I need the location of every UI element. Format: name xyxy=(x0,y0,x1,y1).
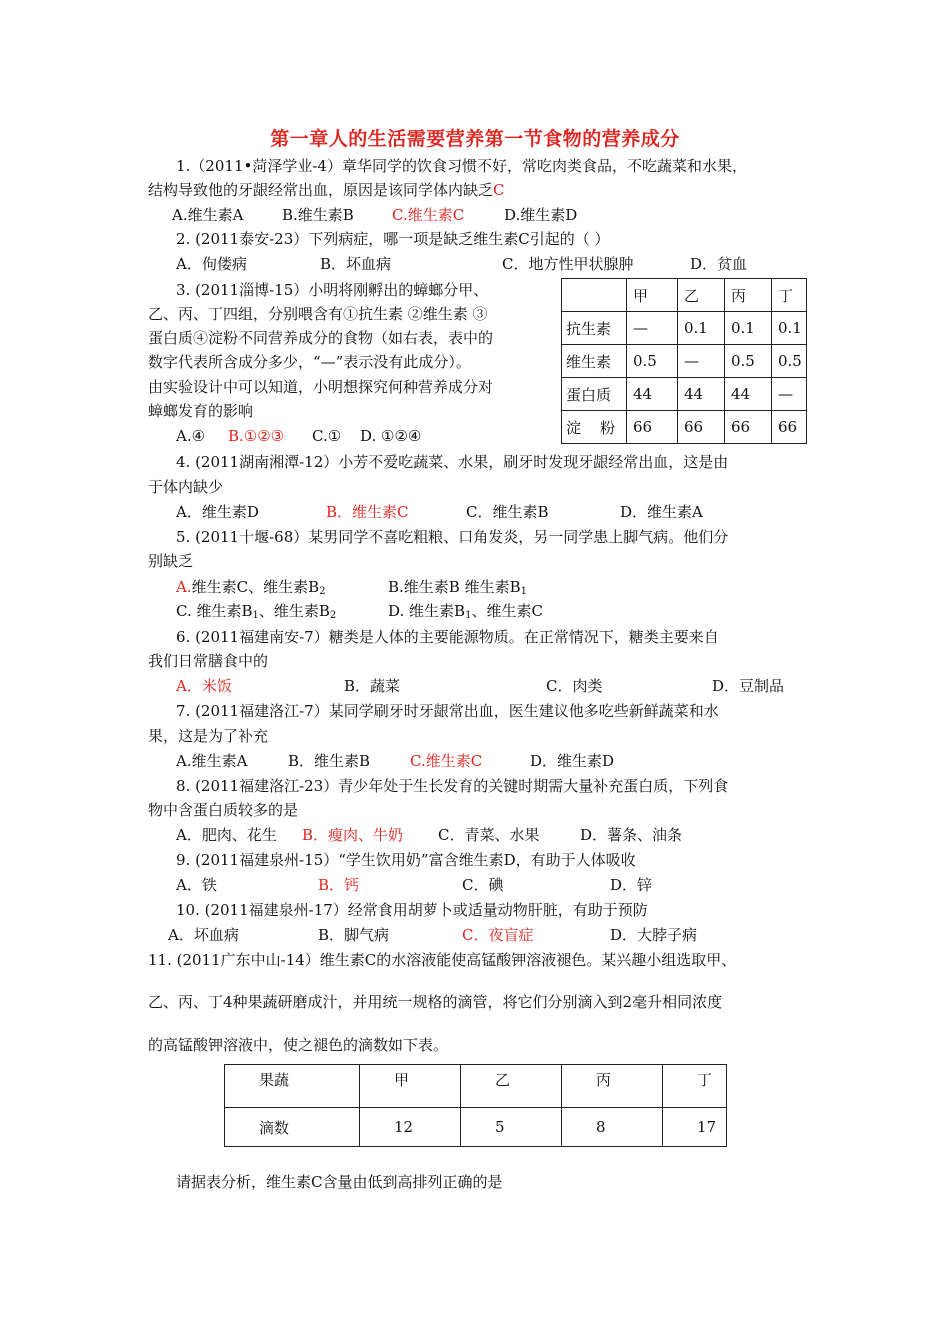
table-cell xyxy=(562,279,627,312)
q5-option-c-sub1: 1 xyxy=(252,610,259,621)
q5-option-a-label: A. xyxy=(176,578,192,596)
q5-option-c-sub2: 2 xyxy=(329,610,337,621)
q6-option-d: D．豆制品 xyxy=(712,677,785,695)
table-cell: 丁 xyxy=(663,1065,727,1108)
table-cell: 44 xyxy=(725,378,772,411)
q5-option-c-text2: 、维生素B xyxy=(258,602,330,620)
q4-option-b: B．维生素C xyxy=(326,503,409,521)
q3-option-a: A.④ xyxy=(176,427,206,445)
q7-line2: 果，这是为了补充 xyxy=(148,727,269,745)
drops-table xyxy=(224,1064,727,1147)
q3-line5: 由实验设计中可以知道，小明想探究何种营养成分对 xyxy=(148,378,494,396)
q7-option-c: C.维生素C xyxy=(410,752,483,770)
table-cell: 17 xyxy=(663,1108,727,1147)
table-cell: 0.5 xyxy=(772,345,807,378)
table-cell: 66 xyxy=(678,411,725,444)
q2-option-c: C．地方性甲状腺肿 xyxy=(502,255,634,273)
q6-line1: 6. (2011福建南安-7）糖类是人体的主要能源物质。在正常情况下，糖类主要来自 xyxy=(176,628,719,646)
table-cell: 0.1 xyxy=(725,312,772,345)
table-cell: 0.5 xyxy=(627,345,678,378)
q4-option-d: D．维生素A xyxy=(620,503,703,521)
q4-option-c: C．维生素B xyxy=(466,503,549,521)
q7-option-d: D．维生素D xyxy=(530,752,615,770)
q5-option-a xyxy=(176,577,326,602)
q11-line1: 11. (2011广东中山-14）维生素C的水溶液能使高锰酸钾溶液褪色。某兴趣小组选取甲、 xyxy=(148,951,737,969)
table-cell: 5 xyxy=(461,1108,562,1147)
table-row xyxy=(562,312,807,345)
q7-option-b: B．维生素B xyxy=(288,752,371,770)
table-cell: 丙 xyxy=(562,1065,663,1108)
table-cell: 0.1 xyxy=(772,312,807,345)
table-cell: — xyxy=(678,345,725,378)
table-header-row xyxy=(562,279,807,312)
q2-line1: 2. (2011泰安-23）下列病症，哪一项是缺乏维生素C引起的（ ） xyxy=(176,230,610,248)
table-cell: 乙 xyxy=(461,1065,562,1108)
q3-option-b: B.①②③ xyxy=(228,427,285,445)
q3-line3: 蛋白质④淀粉不同营养成分的食物（如右表，表中的 xyxy=(148,329,494,347)
table-cell: 66 xyxy=(627,411,678,444)
q1-answer: C xyxy=(493,181,505,199)
q9-option-b: B．钙 xyxy=(318,876,360,894)
table-cell: 果蔬 xyxy=(225,1065,360,1108)
q7-line1: 7. (2011福建洛江-7）某同学刷牙时牙龈常出血，医生建议他多吃些新鲜蔬菜和水 xyxy=(176,702,719,720)
q7-option-a: A.维生素A xyxy=(176,752,248,770)
q8-line1: 8. (2011福建洛江-23）青少年处于生长发育的关键时期需大量补充蛋白质，下列食 xyxy=(176,777,729,795)
q3-line6: 蟑螂发育的影响 xyxy=(148,402,254,420)
table-cell: 0.5 xyxy=(725,345,772,378)
table-cell: 乙 xyxy=(678,279,725,312)
q2-option-d: D．贫血 xyxy=(690,255,748,273)
q6-option-c: C．肉类 xyxy=(546,677,603,695)
q5-option-d-text1: D. 维生素B xyxy=(388,602,466,620)
q5-option-a-text: 维生素C、维生素B xyxy=(191,578,320,596)
nutrition-table xyxy=(561,278,807,444)
q11-footer: 请据表分析，维生素C含量由低到高排列正确的是 xyxy=(176,1173,503,1191)
q4-option-a: A．维生素D xyxy=(176,503,259,521)
q1-line2 xyxy=(148,180,505,200)
table-cell: 66 xyxy=(772,411,807,444)
q5-line1: 5. (2011十堰-68）某男同学不喜吃粗粮、口角发炎，另一同学患上脚气病。他们分 xyxy=(176,528,729,546)
table-row xyxy=(562,345,807,378)
q5-option-d-sub: 1 xyxy=(465,610,472,621)
table-cell: 甲 xyxy=(360,1065,461,1108)
q8-option-c: C．青菜、水果 xyxy=(438,826,540,844)
table-cell: 丁 xyxy=(772,279,807,312)
q5-option-b xyxy=(388,577,527,602)
q4-line2: 于体内缺少 xyxy=(148,478,224,496)
q6-option-a: A．米饭 xyxy=(176,677,232,695)
q9-line1: 9. (2011福建泉州-15）“学生饮用奶”富含维生素D，有助于人体吸收 xyxy=(176,851,636,869)
q5-option-d-text2: 、维生素C xyxy=(471,602,543,620)
q11-line3: 的高锰酸钾溶液中，使之褪色的滴数如下表。 xyxy=(148,1036,449,1054)
table-cell: 8 xyxy=(562,1108,663,1147)
table-cell: 蛋白质 xyxy=(562,378,627,411)
table-cell: 滴数 xyxy=(225,1108,360,1147)
q3-line4: 数字代表所含成分多少，“—”表示没有此成分）。 xyxy=(148,353,471,371)
q8-option-b: B．瘦肉、牛奶 xyxy=(302,826,404,844)
q8-option-d: D．薯条、油条 xyxy=(580,826,683,844)
q5-option-b-text: B.维生素B 维生素B xyxy=(388,578,521,596)
page-title: 第一章人的生活需要营养第一节食物的营养成分 xyxy=(270,128,680,150)
q10-option-d: D．大脖子病 xyxy=(610,926,698,944)
table-cell: 66 xyxy=(725,411,772,444)
table-cell: 抗生素 xyxy=(562,312,627,345)
q10-option-b: B．脚气病 xyxy=(318,926,390,944)
q9-option-a: A．铁 xyxy=(176,876,217,894)
table-row xyxy=(562,378,807,411)
q5-option-b-sub: 1 xyxy=(520,586,527,597)
q1-option-a: A.维生素A xyxy=(172,206,244,224)
table-cell: 44 xyxy=(678,378,725,411)
table-row xyxy=(225,1108,727,1147)
q2-option-b: B．坏血病 xyxy=(320,255,392,273)
q1-option-d: D.维生素D xyxy=(504,206,578,224)
q3-option-c: C.① xyxy=(312,427,342,445)
q5-option-c-text1: C. 维生素B xyxy=(176,602,253,620)
table-cell: 12 xyxy=(360,1108,461,1147)
q11-line2: 乙、丙、丁4种果蔬研磨成汁，并用统一规格的滴管，将它们分别滴入到2毫升相同浓度 xyxy=(148,993,723,1011)
q5-option-c xyxy=(176,601,336,626)
q6-line2: 我们日常膳食中的 xyxy=(148,652,269,670)
q10-option-a: A．坏血病 xyxy=(168,926,239,944)
q1-line1: 1.（2011•菏泽学业-4）章华同学的饮食习惯不好，常吃肉类食品，不吃蔬菜和水果， xyxy=(176,157,747,175)
table-cell: 0.1 xyxy=(678,312,725,345)
q5-option-a-sub: 2 xyxy=(319,586,326,597)
table-cell: 维生素 xyxy=(562,345,627,378)
q9-option-d: D．锌 xyxy=(610,876,653,894)
q3-option-d: D. ①②④ xyxy=(360,427,422,445)
q1-option-b: B.维生素B xyxy=(282,206,354,224)
q3-line1: 3. (2011淄博-15）小明将刚孵出的蟑螂分甲、 xyxy=(176,281,489,299)
table-cell: 淀 粉 xyxy=(562,411,627,444)
q10-line1: 10. (2011福建泉州-17）经常食用胡萝卜或适量动物肝脏，有助于预防 xyxy=(176,901,648,919)
table-cell: 44 xyxy=(627,378,678,411)
q1-option-c: C.维生素C xyxy=(392,206,465,224)
q5-line2: 别缺乏 xyxy=(148,552,194,570)
table-cell: 甲 xyxy=(627,279,678,312)
q8-option-a: A．肥肉、花生 xyxy=(176,826,277,844)
table-cell: — xyxy=(627,312,678,345)
q5-option-d xyxy=(388,601,543,626)
q3-line2: 乙、丙、丁四组，分别喂含有①抗生素 ②维生素 ③ xyxy=(148,305,488,323)
q6-option-b: B．蔬菜 xyxy=(344,677,401,695)
q2-option-a: A．佝偻病 xyxy=(176,255,247,273)
table-header-row xyxy=(225,1065,727,1108)
table-row xyxy=(562,411,807,444)
q9-option-c: C．碘 xyxy=(462,876,504,894)
table-cell: — xyxy=(772,378,807,411)
q1-stem-end: 结构导致他的牙龈经常出血，原因是该同学体内缺乏 xyxy=(148,181,494,199)
q8-line2: 物中含蛋白质较多的是 xyxy=(148,801,299,819)
q10-option-c: C．夜盲症 xyxy=(462,926,534,944)
q4-line1: 4. (2011湖南湘潭-12）小芳不爱吃蔬菜、水果，刷牙时发现牙龈经常出血，这是由 xyxy=(176,453,729,471)
table-cell: 丙 xyxy=(725,279,772,312)
